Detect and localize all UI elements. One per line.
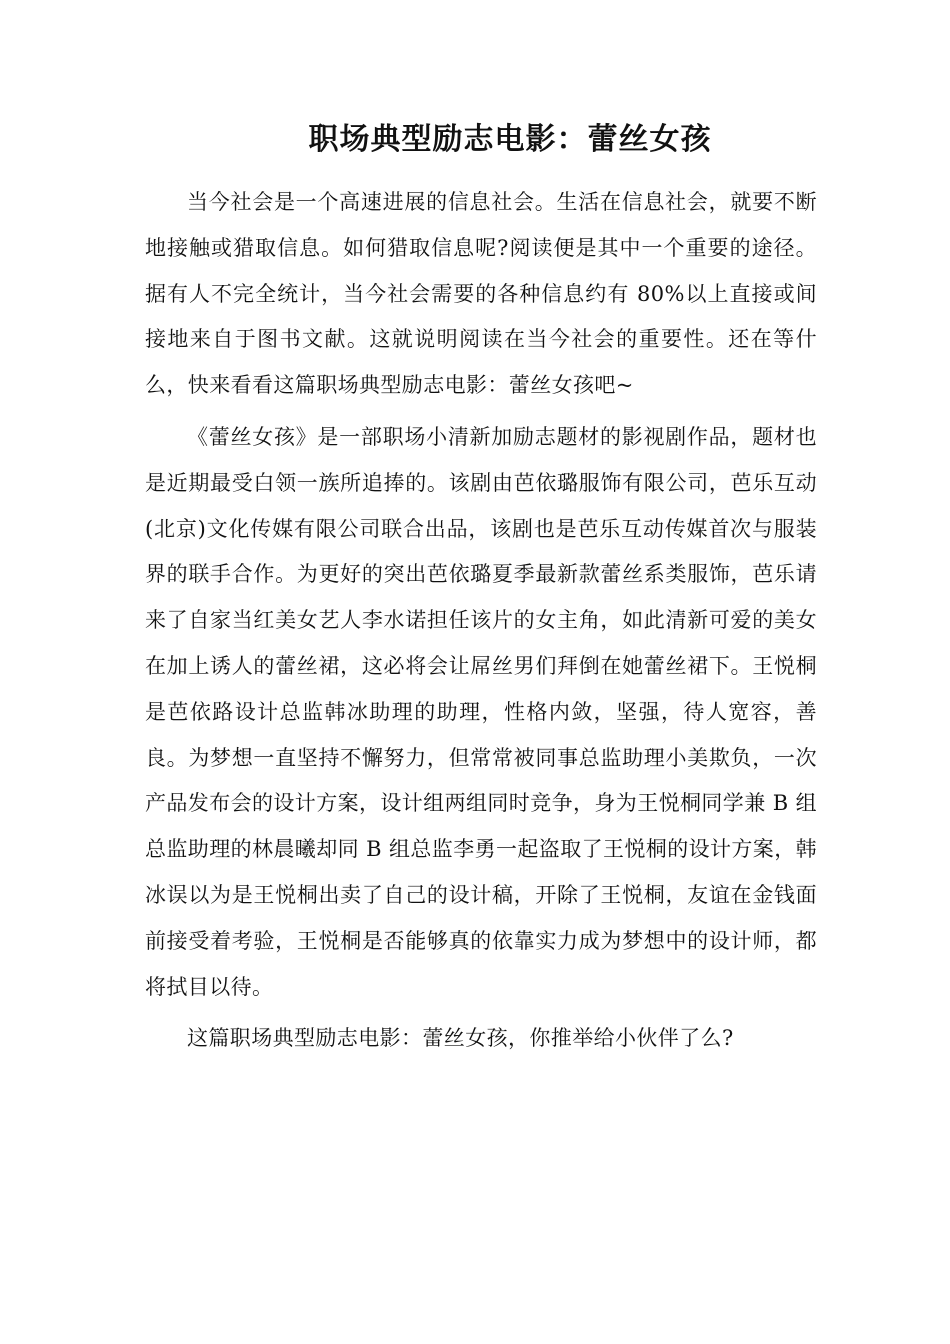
document-body	[145, 180, 817, 1068]
paragraph-closing: 这篇职场典型励志电影：蕾丝女孩，你推举给小伙伴了么?	[187, 1026, 734, 1051]
paragraph-synopsis: 《蕾丝女孩》是一部职场小清新加励志题材的影视剧作品，题材也是近期最受白领一族所追捧的。该剧由芭依璐服饰有限公司，芭乐互动(北京)文化传媒有限公司联合出品，该剧也是芭乐互动传媒首次与服装界的联手合作。为更好的突出芭依璐夏季最新款蕾丝系类服饰，芭乐请来了自家当红美女艺人李水诺担任该片的女主角，如此清新可爱的美女在加上诱人的蕾丝裙，这必将会让屌丝男们拜倒在她蕾丝裙下。王悦桐是芭依路设计总监韩冰助理的助理，性格内敛，坚强，待人宽容，善良。为梦想一直坚持不懈努力，但常常被同事总监助理小美欺负，一次产品发布会的设计方案，设计组两组同时竞争，身为王悦桐同学兼 B 组总监助理的林晨曦却同 B 组总监李勇一起盗取了王悦桐的设计方案，韩冰误以为是王悦桐出卖了自己的设计稿，开除了王悦桐，友谊在金钱面前接受着考验，王悦桐是否能够真的依靠实力成为梦想中的设计师，都将拭目以待。	[145, 424, 817, 999]
document-title: 职场典型励志电影：蕾丝女孩	[308, 122, 712, 157]
paragraph-intro: 当今社会是一个高速进展的信息社会。生活在信息社会，就要不断地接触或猎取信息。如何猎取信息呢?阅读便是其中一个重要的途径。据有人不完全统计，当今社会需要的各种信息约有 80%以上直接或间接地来自于图书文献。这就说明阅读在当今社会的重要性。还在等什么，快来看看这篇职场典型励志电影：蕾丝女孩吧~	[145, 190, 817, 398]
